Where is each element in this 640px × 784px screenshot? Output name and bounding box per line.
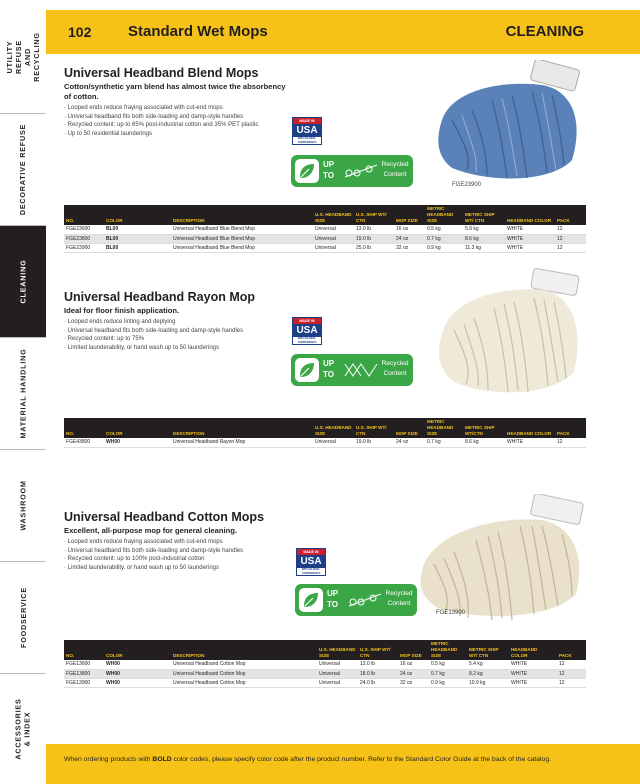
rayon-mop-image	[432, 268, 588, 400]
cell: Universal	[317, 678, 358, 687]
cell: WH00	[104, 438, 171, 447]
cell: WHITE	[509, 678, 557, 687]
leaf-icon	[299, 588, 323, 612]
product-subtitle: Excellent, all-purpose mop for general cleaning.	[64, 526, 238, 535]
col-header: NO.	[64, 418, 104, 438]
feature-item: · Recycled content: up to 100% post-industrial cotton	[64, 555, 588, 564]
col-header: METRIC SHIP WT/ CTN	[463, 205, 505, 225]
cell: WHITE	[505, 234, 555, 243]
cell: 32 oz	[394, 243, 425, 252]
yarn-icon	[347, 590, 383, 610]
table-row	[64, 243, 586, 252]
cell: Universal Headband Blue Blend Mop	[171, 234, 313, 243]
cell: 0.5 kg	[429, 660, 467, 669]
page-footer	[46, 744, 640, 784]
feature-item: · Limited launderability, or hand wash up to 50 launderings	[64, 564, 588, 573]
cotton-mop-image	[414, 494, 590, 624]
section-title: CLEANING	[505, 23, 584, 40]
cell: 19.0 lb	[354, 234, 394, 243]
cell: WHITE	[505, 243, 555, 252]
cell: WHITE	[509, 669, 557, 678]
table-row	[64, 678, 586, 687]
page-header	[46, 10, 640, 54]
cell: 12	[557, 660, 586, 669]
cell: WHITE	[505, 438, 555, 447]
cell: 12	[555, 225, 586, 234]
col-header: DESCRIPTION	[171, 418, 313, 438]
col-header: MOP SIZE	[394, 418, 425, 438]
tab-material-handling[interactable]	[0, 338, 46, 450]
cell: 12	[557, 678, 586, 687]
cell: 16 oz	[398, 660, 429, 669]
cell: Universal Headband Cotton Mop	[171, 678, 317, 687]
cell: WH00	[104, 669, 171, 678]
table-row	[64, 234, 586, 243]
cell: BL00	[104, 234, 171, 243]
spec-table-rayon	[64, 418, 586, 448]
col-header: PACK	[555, 205, 586, 225]
tab-decorative-refuse[interactable]	[0, 114, 46, 226]
spec-table-blend	[64, 205, 586, 253]
product-title: Universal Headband Rayon Mop	[64, 290, 256, 304]
cell: Universal	[317, 669, 358, 678]
note-text: When ordering products with	[64, 756, 153, 763]
made-in-usa-badge	[292, 117, 322, 145]
col-header: METRIC SHIP WT/ CTN	[467, 640, 509, 660]
product-subtitle: Ideal for floor finish application.	[64, 306, 180, 315]
cell: FGE43800	[64, 438, 104, 447]
col-header: U.S. SHIP WT/ CTN	[354, 418, 394, 438]
col-header: MOP SIZE	[398, 640, 429, 660]
table-row	[64, 438, 586, 447]
cell: 12	[555, 234, 586, 243]
cell: Universal Headband Blue Blend Mop	[171, 225, 313, 234]
cell: 5.9 kg	[463, 225, 505, 234]
col-header: COLOR	[104, 205, 171, 225]
image-caption: FGE23900	[452, 182, 482, 188]
section-sidebar	[0, 0, 46, 784]
cell: Universal	[317, 660, 358, 669]
feature-item: · Universal headband fits both side-loading and damp-style handles	[64, 547, 588, 556]
cell: Universal	[313, 243, 354, 252]
feature-item: · Recycled content: up to 75%	[64, 335, 588, 344]
cell: 0.5 kg	[425, 225, 463, 234]
col-header: PACK	[557, 640, 586, 660]
cell: FGE13800	[64, 669, 104, 678]
col-header: DESCRIPTION	[171, 640, 317, 660]
made-in-usa-badge	[296, 548, 326, 576]
col-header: HEADBAND COLOR	[505, 205, 555, 225]
product-title: Universal Headband Cotton Mops	[64, 510, 265, 524]
cell: Universal Headband Rayon Mop	[171, 438, 313, 447]
up-to-label: UP TO	[323, 160, 334, 180]
col-header: METRIC HEADBAND SIZE	[425, 205, 463, 225]
col-header: NO.	[64, 640, 104, 660]
cell: 16 oz	[394, 225, 425, 234]
feature-item: · Looped ends reduce linting and deplying	[64, 318, 588, 327]
badge-text: MADE IN	[297, 549, 325, 555]
col-header: MOP SIZE	[394, 205, 425, 225]
cell: 19.0 lb	[354, 438, 394, 447]
spec-table-cotton	[64, 640, 586, 688]
col-header: COLOR	[104, 640, 171, 660]
col-header: U.S. SHIP WT/ CTN	[354, 205, 394, 225]
cell: 12.0 lb	[358, 660, 398, 669]
cell: FGE13600	[64, 660, 104, 669]
badge-text: USA	[293, 124, 321, 137]
table-row	[64, 225, 586, 234]
cell: 24 oz	[398, 669, 429, 678]
col-header: METRIC HEADBAND SIZE	[429, 640, 467, 660]
col-header: METRIC HEADBAND SIZE	[425, 418, 463, 438]
ordering-note	[64, 756, 551, 763]
made-in-usa-badge	[292, 317, 322, 345]
col-header: U.S. SHIP WT/ CTN	[358, 640, 398, 660]
up-to-label: UP TO	[327, 589, 338, 609]
cell: 25.0 lb	[354, 243, 394, 252]
cell: BL00	[104, 243, 171, 252]
cell: WH00	[104, 660, 171, 669]
cell: Universal Headband Cotton Mop	[171, 660, 317, 669]
cell: FGE13900	[64, 678, 104, 687]
cell: FGE23600	[64, 225, 104, 234]
col-header: HEADBAND COLOR	[509, 640, 557, 660]
feature-item: · Universal headband fits both side-loading and damp-style handles	[64, 113, 588, 122]
badge-text: WITH GLOBAL COMPONENTS	[301, 568, 321, 575]
cell: 8.6 kg	[463, 234, 505, 243]
col-header: NO.	[64, 205, 104, 225]
cell: Universal	[313, 234, 354, 243]
tab-label: MATERIAL HANDLING	[18, 348, 28, 439]
fiber-icon	[343, 360, 379, 380]
feature-item: · Universal headband fits both side-loading and damp-style handles	[64, 327, 588, 336]
tab-label: UTILITY REFUSE AND RECYCLING	[5, 31, 41, 82]
badge-text: MADE IN	[293, 118, 321, 124]
col-header: METRIC SHIP WT/CTN	[463, 418, 505, 438]
tab-accessories-index[interactable]	[0, 674, 46, 784]
cell: WHITE	[505, 225, 555, 234]
page-title: Standard Wet Mops	[128, 23, 268, 40]
feature-item: · Recycled content: up to 65% post-industrial cotton and 35% PET plastic	[64, 121, 588, 130]
cell: Universal Headband Cotton Mop	[171, 669, 317, 678]
tab-utility-refuse[interactable]	[0, 0, 46, 114]
col-header: U.S. HEADBAND SIZE	[313, 205, 354, 225]
badge-text: MADE IN	[293, 318, 321, 324]
cell: 18.0 lb	[358, 669, 398, 678]
tab-label: ACCESSORIES & INDEX	[14, 698, 32, 760]
recycled-content-label: Recycled Content	[381, 360, 409, 377]
recycled-content-label: Recycled Content	[381, 161, 409, 178]
cell: Universal	[313, 225, 354, 234]
cell: Universal Headband Blue Blend Mop	[171, 243, 313, 252]
tab-foodservice[interactable]	[0, 562, 46, 674]
cell: WHITE	[509, 660, 557, 669]
feature-item: · Up to 50 residential launderings	[64, 130, 588, 139]
cell: 0.7 kg	[429, 669, 467, 678]
cell: 8.6 kg	[463, 438, 505, 447]
up-to-label: UP TO	[323, 359, 334, 379]
cell: Universal	[313, 438, 354, 447]
cell: WH00	[104, 678, 171, 687]
recycled-content-label: Recycled Content	[385, 590, 413, 607]
col-header: COLOR	[104, 418, 171, 438]
cell: 12	[557, 669, 586, 678]
feature-item: · Looped ends reduce fraying associated with cut-end mops	[64, 104, 588, 113]
tab-washroom[interactable]	[0, 450, 46, 562]
tab-cleaning[interactable]	[0, 226, 46, 338]
table-row	[64, 669, 586, 678]
cell: BL00	[104, 225, 171, 234]
cell: 13.0 lb	[354, 225, 394, 234]
cell: 12	[555, 243, 586, 252]
note-text: color codes, please specify color code after the product number. Refer to the Standard Color Guide at the back of the catalog.	[171, 756, 552, 763]
badge-text: WITH GLOBAL COMPONENTS	[297, 337, 317, 344]
col-header: DESCRIPTION	[171, 205, 313, 225]
cell: 0.9 kg	[425, 243, 463, 252]
cell: FGE23900	[64, 243, 104, 252]
col-header: U.S. HEADBAND SIZE	[317, 640, 358, 660]
col-header: HEADBAND COLOR	[505, 418, 555, 438]
recycled-content-badge	[291, 155, 413, 187]
leaf-icon	[295, 159, 319, 183]
cell: 24.0 lb	[358, 678, 398, 687]
table-row	[64, 660, 586, 669]
cell: 0.7 kg	[425, 234, 463, 243]
badge-text: WITH GLOBAL COMPONENTS	[297, 137, 317, 144]
product-subtitle: Cotton/synthetic yarn blend has almost twice the absorbency of cotton.	[64, 82, 286, 101]
cell: 8.2 kg	[467, 669, 509, 678]
cell: 12	[555, 438, 586, 447]
product-title: Universal Headband Blend Mops	[64, 66, 259, 80]
badge-text: USA	[293, 324, 321, 337]
cell: 10.9 kg	[467, 678, 509, 687]
tab-label: DECORATIVE REFUSE	[18, 123, 28, 216]
blue-blend-mop-image	[432, 60, 588, 185]
page-number: 102	[68, 24, 92, 40]
yarn-icon	[343, 161, 379, 181]
leaf-icon	[295, 358, 319, 382]
cell: 0.9 kg	[429, 678, 467, 687]
feature-item: · Looped ends reduce fraying associated with cut-end mops	[64, 538, 588, 547]
cell: 24 oz	[394, 438, 425, 447]
recycled-content-badge	[295, 584, 417, 616]
cell: 24 oz	[394, 234, 425, 243]
col-header: U.S. HEADBAND SIZE	[313, 418, 354, 438]
tab-label: WASHROOM	[18, 480, 28, 531]
recycled-content-badge	[291, 354, 413, 386]
col-header: PACK	[555, 418, 586, 438]
tab-label: FOODSERVICE	[18, 587, 28, 648]
image-caption: FGE13900	[436, 610, 466, 616]
badge-text: USA	[297, 555, 325, 568]
note-bold: BOLD	[152, 756, 172, 763]
cell: FGE23800	[64, 234, 104, 243]
cell: 11.3 kg	[463, 243, 505, 252]
cell: 32 oz	[398, 678, 429, 687]
feature-item: · Limited launderability, or hand wash up to 50 launderings	[64, 344, 588, 353]
cell: 0.7 kg	[425, 438, 463, 447]
tab-label: CLEANING	[18, 259, 28, 304]
cell: 5.4 kg	[467, 660, 509, 669]
